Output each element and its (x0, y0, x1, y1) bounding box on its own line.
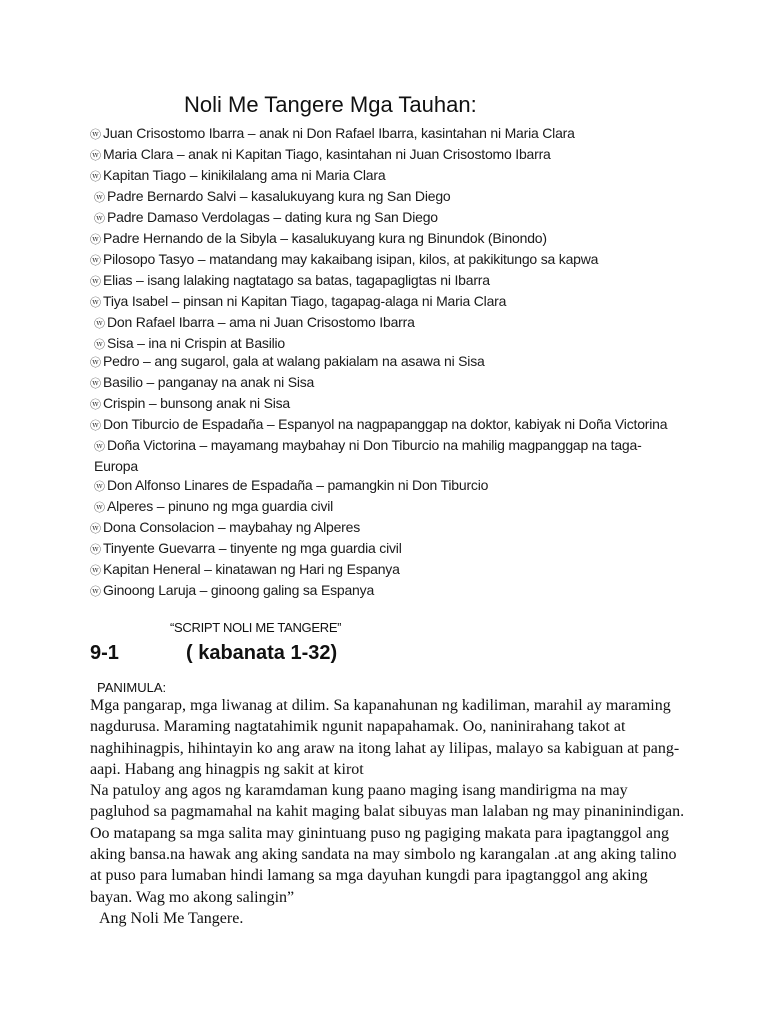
list-item: ⓦ Padre Bernardo Salvi – kasalukuyang kura ng San Diego (90, 187, 750, 208)
list-item: ⓦ Doña Victorina – mayamang maybahay ni Don Tiburcio na mahilig magpanggap na taga- Europa (94, 437, 642, 474)
bullet-icon: ⓦ (94, 441, 105, 453)
bullet-icon: ⓦ (90, 420, 101, 432)
list-item: ⓦ Dona Consolacion – maybahay ng Alperes (90, 518, 750, 539)
bullet-icon: ⓦ (94, 502, 105, 514)
bullet-icon: ⓦ (90, 255, 101, 267)
bullet-icon: ⓦ (94, 318, 105, 330)
list-item: ⓦ Kapitan Heneral – kinatawan ng Hari ng Espanya (90, 560, 750, 581)
prose-paragraph-1: Mga pangarap, mga liwanag at dilim. Sa kapanahunan ng kadiliman, marahil ay maraming nagdurusa. Maraming nagtatahimik ngunit napapahamak. Oo, naninirahang takot at naghihinagpis, hihintayin ko ang araw na itong lahat ay lilipas, malayo sa kabiguan at pang-aapi. Habang ang hinagpis ng sakit at kirot (90, 697, 680, 778)
bullet-icon: ⓦ (90, 565, 101, 577)
list-item: ⓦ Tiya Isabel – pinsan ni Kapitan Tiago, tagapag-alaga ni Maria Clara (90, 292, 750, 313)
list-item: ⓦ Pedro – ang sugarol, gala at walang pakialam na asawa ni Sisa (90, 352, 750, 373)
bullet-icon: ⓦ (90, 399, 101, 411)
bullet-icon: ⓦ (90, 357, 101, 369)
panimula-label: PANIMULA: (97, 680, 167, 695)
closing-line: Ang Noli Me Tangere. (99, 909, 244, 927)
list-item: ⓦ Ginoong Laruja – ginoong galing sa Espanya (90, 581, 750, 602)
bullet-icon: ⓦ (90, 276, 101, 288)
bullet-icon: ⓦ (94, 339, 105, 351)
chapter-heading (90, 642, 337, 665)
list-item: ⓦ Alperes – pinuno ng mga guardia civil (90, 497, 750, 518)
bullet-icon: ⓦ (94, 481, 105, 493)
bullet-icon: ⓦ (90, 378, 101, 390)
bullet-icon: ⓦ (90, 523, 101, 535)
prose-body (90, 695, 690, 929)
character-list-part-2 (90, 352, 750, 602)
bullet-icon: ⓦ (90, 297, 101, 309)
bullet-icon: ⓦ (90, 544, 101, 556)
list-item: ⓦ Sisa – ina ni Crispin at Basilio (90, 334, 750, 355)
prose-paragraph-2: Na patuloy ang agos ng karamdaman kung paano maging isang mandirigma na may pagluhod sa pagmamahal na kahit maging balat sibuyas man lalaban ng may pinaninindigan. Oo matapang sa mga salita may ginintuang puso ng pagiging makata para ipagtanggol ang aking bansa.na hawak ang aking sandata na may simbolo ng karangalan .at ang aking talino at puso para lumaban hindi lamang sa mga dayuhan kungdi para ipagtanggol ang aking bayan. Wag mo akong salingin” (90, 782, 685, 906)
chapter-number: 9-1 (90, 642, 119, 664)
list-item: ⓦ Padre Hernando de la Sibyla – kasalukuyang kura ng Binundok (Binondo) (90, 229, 750, 250)
page-title: Noli Me Tangere Mga Tauhan: (184, 92, 477, 117)
list-item: ⓦ Basilio – panganay na anak ni Sisa (90, 373, 750, 394)
bullet-icon: ⓦ (94, 192, 105, 204)
list-item: ⓦ Pilosopo Tasyo – matandang may kakaibang isipan, kilos, at pakikitungo sa kapwa (90, 250, 750, 271)
list-item: ⓦ Don Alfonso Linares de Espadaña – pamangkin ni Don Tiburcio (90, 476, 750, 497)
list-item: ⓦ Elias – isang lalaking nagtatago sa batas, tagapagligtas ni Ibarra (90, 271, 750, 292)
bullet-icon: ⓦ (90, 150, 101, 162)
bullet-icon: ⓦ (94, 213, 105, 225)
list-item: ⓦ Crispin – bunsong anak ni Sisa (90, 394, 750, 415)
bullet-icon: ⓦ (90, 171, 101, 183)
chapter-range: ( kabanata 1-32) (186, 642, 338, 664)
list-item: ⓦ Kapitan Tiago – kinikilalang ama ni Maria Clara (90, 166, 750, 187)
list-item: ⓦ Maria Clara – anak ni Kapitan Tiago, kasintahan ni Juan Crisostomo Ibarra (90, 145, 750, 166)
bullet-icon: ⓦ (90, 586, 101, 598)
character-list-part-1 (90, 124, 750, 355)
list-item: ⓦ Tinyente Guevarra – tinyente ng mga guardia civil (90, 539, 750, 560)
bullet-icon: ⓦ (90, 234, 101, 246)
script-heading: “SCRIPT NOLI ME TANGERE” (170, 620, 342, 635)
list-item: ⓦ Don Rafael Ibarra – ama ni Juan Crisostomo Ibarra (90, 313, 750, 334)
list-item: ⓦ Don Tiburcio de Espadaña – Espanyol na nagpapanggap na doktor, kabiyak ni Doña Victorina (90, 415, 670, 436)
bullet-icon: ⓦ (90, 129, 101, 141)
list-item: ⓦ Padre Damaso Verdolagas – dating kura ng San Diego (90, 208, 750, 229)
list-item: ⓦ Juan Crisostomo Ibarra – anak ni Don Rafael Ibarra, kasintahan ni Maria Clara (90, 124, 750, 145)
